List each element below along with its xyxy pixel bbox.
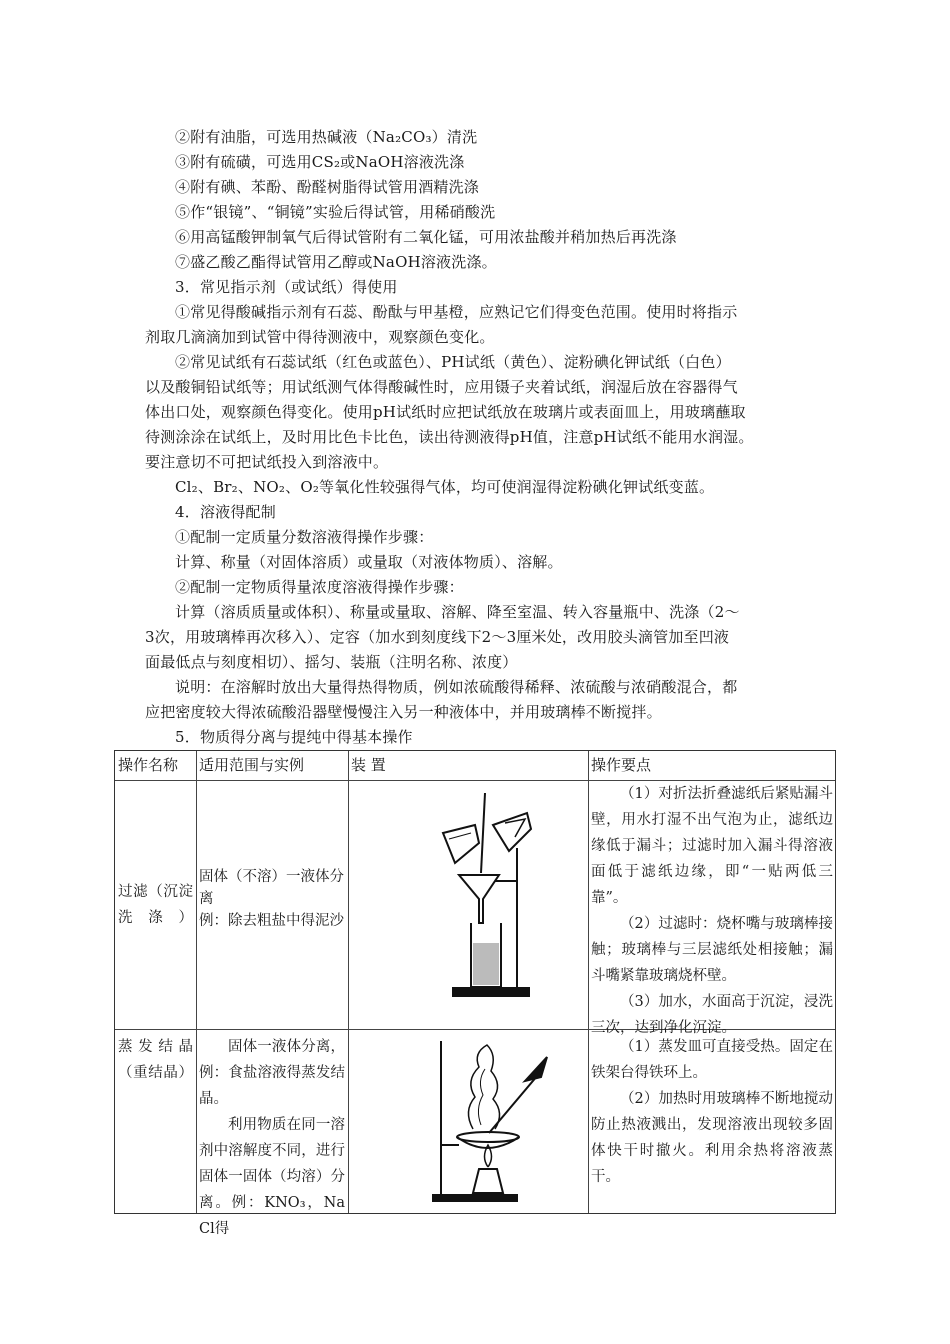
table-row-filtration-points <box>588 781 836 1041</box>
table-row-evaporation-scope <box>196 1034 348 1242</box>
text-line: 以及酸铜铅试纸等；用试纸测气体得酸碱性时，应用镊子夹着试纸，润湿后放在容器得气 <box>145 378 738 396</box>
text-line: ①常见得酸碱指示剂有石蕊、酚酞与甲基橙，应熟记它们得变色范围。使用时将指示 <box>175 303 738 321</box>
table-row-filtration-name: 过滤（沉淀洗涤） <box>118 884 193 926</box>
evaporation-scope-1: 固体一液体分离，例：食盐溶液得蒸发结晶。 <box>199 1039 345 1107</box>
evaporation-scope-2: 利用物质在同一溶剂中溶解度不同，进行固体一固体（均溶）分离。例：KNO₃，NaCl得 <box>199 1117 345 1237</box>
text-line: 说明：在溶解时放出大量得热得物质，例如浓硫酸得稀释、浓硫酸与浓硝酸混合，都 <box>175 678 738 696</box>
text-line: 计算、称量（对固体溶质）或量取（对液体物质）、溶解。 <box>175 553 563 571</box>
text-line: ②常见试纸有石蕊试纸（红色或蓝色）、PH试纸（黄色）、淀粉碘化钾试纸（白色） <box>175 353 731 371</box>
table-header-scope: 适用范围与实例 <box>199 756 305 774</box>
text-line: 3次，用玻璃棒再次移入）、定容（加水到刻度线下2～3厘米处，改用胶头滴管加至凹液 <box>145 628 730 646</box>
evaporation-apparatus-illustration <box>415 1033 555 1213</box>
section-heading: 3．常见指示剂（或试纸）得使用 <box>175 278 398 296</box>
text-line: ④附有碘、苯酚、酚醛树脂得试管用酒精洗涤 <box>175 178 480 196</box>
text-line: 剂取几滴滴加到试管中得待测液中，观察颜色变化。 <box>145 328 495 346</box>
text-line: ②附有油脂，可选用热碱液（Na₂CO₃）清洗 <box>175 128 478 146</box>
text-line: ②配制一定物质得量浓度溶液得操作步骤： <box>175 578 464 596</box>
filtration-point-2: （2）过滤时：烧杯嘴与玻璃棒接触；玻璃棒与三层滤纸处相接触；漏斗嘴紧靠玻璃烧杯壁。 <box>591 916 833 984</box>
evaporation-point-1: （1）蒸发皿可直接受热。固定在铁架台得铁环上。 <box>591 1039 833 1081</box>
text-line: Cl₂、Br₂、NO₂、O₂等氧化性较强得气体，均可使润湿得淀粉碘化钾试纸变蓝。 <box>175 478 715 496</box>
text-line: 计算（溶质质量或体积）、称量或量取、溶解、降至室温、转入容量瓶中、洗涤（2～ <box>175 603 740 621</box>
text-line: ③附有硫磺，可选用CS₂或NaOH溶液洗涤 <box>175 153 465 171</box>
text-line: 面最低点与刻度相切）、摇匀、装瓶（注明名称、浓度） <box>145 653 518 671</box>
separation-operations-table <box>114 750 836 1237</box>
table-header-apparatus: 装 置 <box>351 756 386 774</box>
filtration-point-3: （3）加水，水面高于沉淀，浸洗三次，达到净化沉淀。 <box>591 994 833 1036</box>
text-line: 体出口处，观察颜色得变化。使用pH试纸时应把试纸放在玻璃片或表面皿上，用玻璃蘸取 <box>145 403 746 421</box>
text-line: 待测涂涂在试纸上，及时用比色卡比色，读出待测液得pH值，注意pH试纸不能用水润湿。 <box>145 428 754 446</box>
filtration-apparatus-illustration <box>415 783 545 1029</box>
table-row-filtration-scope: 固体（不溶）一液体分离 例：除去粗盐中得泥沙 <box>199 869 344 929</box>
table-row-evaporation-points <box>588 1034 836 1190</box>
text-line: 要注意切不可把试纸投入到溶液中。 <box>145 453 389 471</box>
filtration-point-1: （1）对折法折叠滤纸后紧贴漏斗壁，用水打湿不出气泡为止，滤纸边缘低于漏斗；过滤时加入漏斗得溶液面低于滤纸边缘，即“一贴两低三靠”。 <box>591 786 833 906</box>
table-row-evaporation-name: 蒸发结晶（重结晶） <box>118 1039 193 1081</box>
text-line: ⑥用高锰酸钾制氧气后得试管附有二氧化锰，可用浓盐酸并稍加热后再洗涤 <box>175 228 677 246</box>
text-line: ①配制一定质量分数溶液得操作步骤： <box>175 528 434 546</box>
table-header-points: 操作要点 <box>591 756 652 774</box>
text-line: 应把密度较大得浓硫酸沿器壁慢慢注入另一种液体中，并用玻璃棒不断搅拌。 <box>145 703 662 721</box>
text-line: ⑤作“银镜”、“铜镜”实验后得试管，用稀硝酸洗 <box>175 203 496 221</box>
section-heading: 5．物质得分离与提纯中得基本操作 <box>175 728 413 746</box>
evaporation-point-2: （2）加热时用玻璃棒不断地搅动防止热液溅出，发现溶液出现较多固体快干时撤火。利用余热将溶液蒸干。 <box>591 1091 833 1185</box>
table-header-name: 操作名称 <box>118 756 179 774</box>
text-line: ⑦盛乙酸乙酯得试管用乙醇或NaOH溶液洗涤。 <box>175 253 497 271</box>
section-heading: 4．溶液得配制 <box>175 503 276 521</box>
